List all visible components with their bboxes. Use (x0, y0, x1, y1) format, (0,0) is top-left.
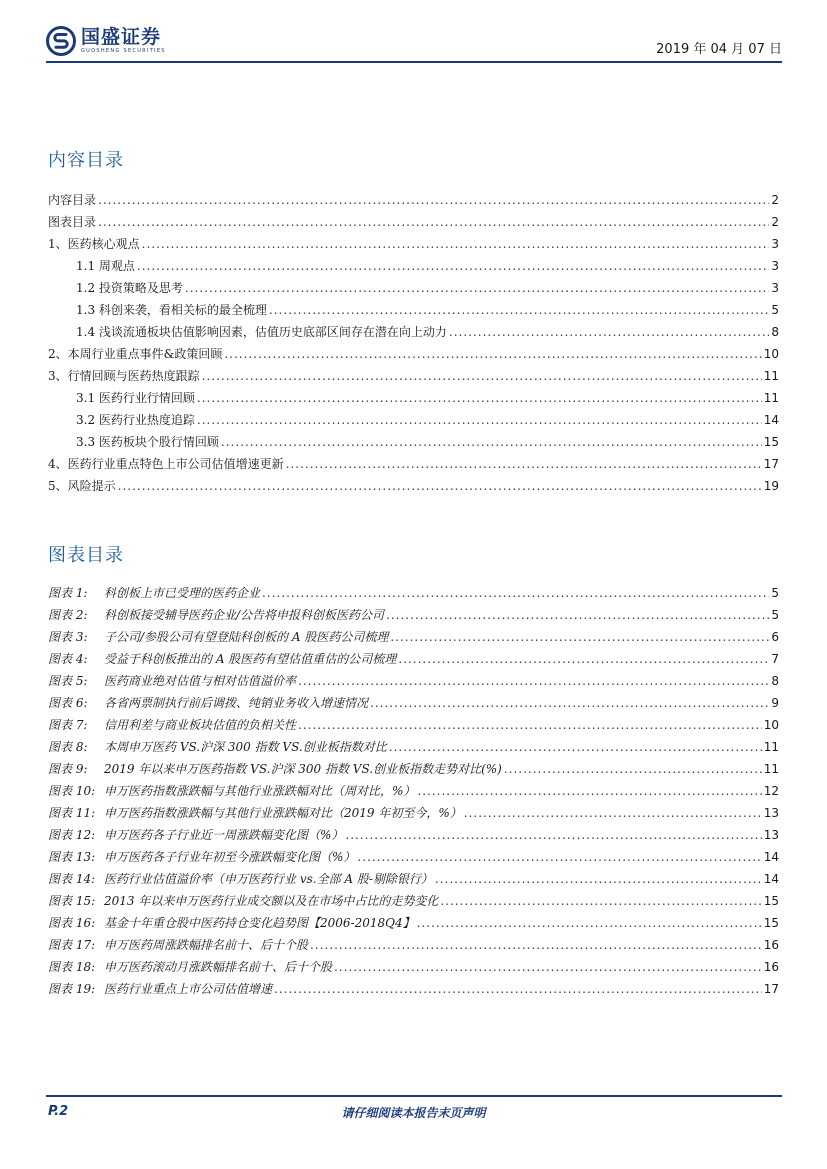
figure-number: 图表 8: (48, 740, 88, 754)
figure-caption: 申万医药各子行业近一周涨跌幅变化图（%） (104, 828, 344, 842)
entry-label: 3.1 医药行业行情回顾 (76, 391, 195, 405)
entry-page-number: 8 (771, 674, 779, 688)
entry-page-number: 10 (763, 347, 779, 361)
figure-entry[interactable] (48, 802, 779, 824)
figure-entry[interactable] (48, 956, 779, 978)
contents-entry[interactable] (48, 299, 779, 321)
header-divider (46, 61, 782, 63)
entry-label (48, 692, 368, 714)
entry-label: 1、医药核心观点 (48, 237, 140, 251)
entry-label: 1.4 浅谈流通板块估值影响因素，估值历史底部区间存在潜在向上动力 (76, 325, 447, 339)
figure-entry[interactable] (48, 868, 779, 890)
entry-page-number: 8 (771, 325, 779, 339)
figure-number: 图表 13: (48, 850, 96, 864)
dot-leader (98, 211, 769, 233)
dot-leader (449, 321, 769, 343)
entry-page-number: 10 (763, 718, 779, 732)
figure-number: 图表 4: (48, 652, 88, 666)
figure-entry[interactable] (48, 736, 779, 758)
dot-leader (142, 233, 770, 255)
figure-caption: 2013 年以来申万医药行业成交额以及在市场中占比的走势变化 (104, 894, 439, 908)
contents-entry[interactable] (48, 255, 779, 277)
figure-number: 图表 2: (48, 608, 88, 622)
figure-number: 图表 11: (48, 806, 96, 820)
entry-label (48, 670, 296, 692)
figure-caption: 申万医药指数涨跌幅与其他行业涨跌幅对比（周对比，%） (104, 784, 416, 798)
entry-page-number: 5 (771, 303, 779, 317)
entry-label (48, 780, 415, 802)
contents-list (48, 189, 779, 497)
figure-caption: 医药行业估值溢价率（申万医药行业 vs.全部 A 股-剔除银行） (104, 872, 433, 886)
entry-page-number: 2 (771, 193, 779, 207)
entry-label (48, 912, 415, 934)
disclaimer-note: 请仔细阅读本报告末页声明 (341, 1106, 486, 1120)
figure-number: 图表 1: (48, 586, 88, 600)
figure-caption: 子公司/参股公司有望登陆科创板的 A 股医药公司梳理 (104, 630, 389, 644)
figure-caption: 受益于科创板推出的 A 股医药有望估值重估的公司梳理 (104, 652, 397, 666)
entry-label: 内容目录 (48, 193, 97, 207)
entry-label (48, 736, 387, 758)
dot-leader (398, 648, 769, 670)
entry-label (48, 890, 438, 912)
figure-number: 图表 15: (48, 894, 96, 908)
figures-list (48, 582, 779, 1000)
figure-entry[interactable] (48, 670, 779, 692)
contents-entry[interactable] (48, 475, 779, 497)
dot-leader (310, 934, 762, 956)
entry-page-number: 9 (771, 696, 779, 710)
dot-leader (390, 626, 769, 648)
contents-entry[interactable] (48, 409, 779, 431)
figures-title: 图表目录 (48, 545, 124, 566)
entry-label (48, 956, 332, 978)
dot-leader (417, 780, 761, 802)
figure-entry[interactable] (48, 978, 779, 1000)
figure-number: 图表 14: (48, 872, 96, 886)
page-number: P.2 (48, 1104, 69, 1119)
contents-title: 内容目录 (48, 150, 124, 171)
entry-page-number: 11 (763, 762, 779, 776)
entry-label (48, 648, 396, 670)
figure-number: 图表 18: (48, 960, 96, 974)
figure-number: 图表 19: (48, 982, 96, 996)
figure-caption: 本周申万医药 VS.沪深 300 指数 VS.创业板指数对比 (104, 740, 387, 754)
dot-leader (370, 692, 769, 714)
entry-page-number: 11 (763, 740, 779, 754)
contents-entry[interactable] (48, 233, 779, 255)
entry-label: 3.3 医药板块个股行情回顾 (76, 435, 219, 449)
figure-caption: 申万医药指数涨跌幅与其他行业涨跌幅对比（2019 年初至今，%） (104, 806, 462, 820)
entry-page-number: 2 (771, 215, 779, 229)
dot-leader (185, 277, 769, 299)
figure-entry[interactable] (48, 758, 779, 780)
dot-leader (435, 868, 762, 890)
dot-leader (417, 912, 762, 934)
entry-page-number: 3 (771, 259, 779, 273)
figure-entry[interactable] (48, 934, 779, 956)
entry-label: 4、医药行业重点特色上市公司估值增速更新 (48, 457, 284, 471)
figure-caption: 申万医药滚动月涨跌幅排名前十、后十个股 (104, 960, 333, 974)
contents-entry[interactable] (48, 387, 779, 409)
entry-page-number: 16 (763, 938, 779, 952)
entry-page-number: 14 (763, 850, 779, 864)
dot-leader (440, 890, 761, 912)
dot-leader (262, 582, 769, 604)
page-header (46, 22, 782, 62)
entry-page-number: 7 (771, 652, 779, 666)
dot-leader (334, 956, 762, 978)
figure-caption: 各省两票制执行前后调拨、纯销业务收入增速情况 (104, 696, 369, 710)
dot-leader (286, 453, 762, 475)
contents-entry[interactable] (48, 453, 779, 475)
dot-leader (221, 431, 762, 453)
contents-entry[interactable] (48, 277, 779, 299)
entry-label: 2、本周行业重点事件&政策回顾 (48, 347, 223, 361)
figure-number: 图表 7: (48, 718, 88, 732)
entry-label: 1.3 科创来袭，看相关标的最全梳理 (76, 303, 267, 317)
dot-leader (274, 978, 762, 1000)
figure-entry[interactable] (48, 890, 779, 912)
entry-page-number: 6 (771, 630, 779, 644)
logo-name-cn: 国盛证券 (81, 26, 162, 48)
entry-label (48, 978, 272, 1000)
dot-leader (504, 758, 762, 780)
dot-leader (345, 824, 761, 846)
entry-label (48, 824, 343, 846)
contents-entry[interactable] (48, 321, 779, 343)
dot-leader (357, 846, 761, 868)
dot-leader (98, 189, 769, 211)
entry-label (48, 582, 260, 604)
entry-page-number: 11 (763, 369, 779, 383)
dot-leader (118, 475, 762, 497)
entry-page-number: 13 (763, 806, 779, 820)
figure-entry[interactable] (48, 824, 779, 846)
figure-entry[interactable] (48, 626, 779, 648)
entry-label (48, 604, 384, 626)
figure-number: 图表 10: (48, 784, 96, 798)
entry-page-number: 14 (763, 413, 779, 427)
entry-label: 3.2 医药行业热度追踪 (76, 413, 195, 427)
entry-page-number: 17 (763, 457, 779, 471)
contents-entry[interactable] (48, 431, 779, 453)
figure-entry[interactable] (48, 714, 779, 736)
entry-label (48, 714, 296, 736)
figure-caption: 科创板接受辅导医药企业/公告将申报科创板医药公司 (104, 608, 385, 622)
dot-leader (224, 343, 761, 365)
entry-label (48, 626, 388, 648)
entry-page-number: 12 (763, 784, 779, 798)
dot-leader (137, 255, 769, 277)
entry-page-number: 17 (763, 982, 779, 996)
figure-caption: 医药行业重点上市公司估值增速 (104, 982, 273, 996)
figure-caption: 2019 年以来申万医药指数 VS.沪深 300 指数 VS.创业板指数走势对比(%) (104, 762, 502, 776)
figure-entry[interactable] (48, 692, 779, 714)
entry-label: 图表目录 (48, 215, 97, 229)
figure-number: 图表 6: (48, 696, 88, 710)
entry-label: 1.1 周观点 (76, 259, 135, 273)
figure-number: 图表 3: (48, 630, 88, 644)
entry-page-number: 19 (763, 479, 779, 493)
figure-number: 图表 16: (48, 916, 96, 930)
dot-leader (464, 802, 762, 824)
entry-page-number: 13 (763, 828, 779, 842)
dot-leader (298, 670, 769, 692)
figure-caption: 医药商业绝对估值与相对估值溢价率 (104, 674, 297, 688)
contents-entry[interactable] (48, 211, 779, 233)
dot-leader (386, 604, 769, 626)
entry-label (48, 802, 462, 824)
entry-page-number: 15 (763, 435, 779, 449)
figure-caption: 信用利差与商业板块估值的负相关性 (104, 718, 297, 732)
figure-entry[interactable] (48, 604, 779, 626)
entry-label: 3、行情回顾与医药热度跟踪 (48, 369, 200, 383)
logo-name-en: GUOSHENG SECURITIES (81, 48, 166, 54)
figure-caption: 基金十年重仓股中医药持仓变化趋势图【2006-2018Q4】 (104, 916, 415, 930)
dot-leader (389, 736, 762, 758)
figure-caption: 申万医药各子行业年初至今涨跌幅变化图（%） (104, 850, 356, 864)
entry-page-number: 16 (763, 960, 779, 974)
figure-number: 图表 12: (48, 828, 96, 842)
figure-entry[interactable] (48, 846, 779, 868)
entry-page-number: 15 (763, 894, 779, 908)
figure-number: 图表 17: (48, 938, 96, 952)
contents-entry[interactable] (48, 343, 779, 365)
entry-page-number: 15 (763, 916, 779, 930)
figure-number: 图表 9: (48, 762, 88, 776)
footer-divider (46, 1095, 782, 1097)
guosheng-logo-icon (46, 26, 76, 56)
figure-number: 图表 5: (48, 674, 88, 688)
dot-leader (298, 714, 762, 736)
report-date: 2019 年 04 月 07 日 (656, 42, 782, 57)
dot-leader (197, 387, 762, 409)
entry-page-number: 5 (771, 586, 779, 600)
figure-entry[interactable] (48, 648, 779, 670)
entry-page-number: 5 (771, 608, 779, 622)
figure-caption: 申万医药周涨跌幅排名前十、后十个股 (104, 938, 309, 952)
entry-label: 5、风险提示 (48, 479, 116, 493)
entry-page-number: 3 (771, 281, 779, 295)
company-logo (46, 26, 166, 56)
contents-entry[interactable] (48, 189, 779, 211)
dot-leader (197, 409, 762, 431)
entry-label (48, 868, 433, 890)
entry-label: 1.2 投资策略及思考 (76, 281, 183, 295)
figure-caption: 科创板上市已受理的医药企业 (104, 586, 261, 600)
figure-entry[interactable] (48, 912, 779, 934)
figure-entry[interactable] (48, 582, 779, 604)
entry-label (48, 846, 355, 868)
entry-label (48, 758, 502, 780)
dot-leader (202, 365, 762, 387)
contents-entry[interactable] (48, 365, 779, 387)
figure-entry[interactable] (48, 780, 779, 802)
entry-label (48, 934, 308, 956)
entry-page-number: 14 (763, 872, 779, 886)
entry-page-number: 3 (771, 237, 779, 251)
dot-leader (269, 299, 769, 321)
entry-page-number: 11 (763, 391, 779, 405)
